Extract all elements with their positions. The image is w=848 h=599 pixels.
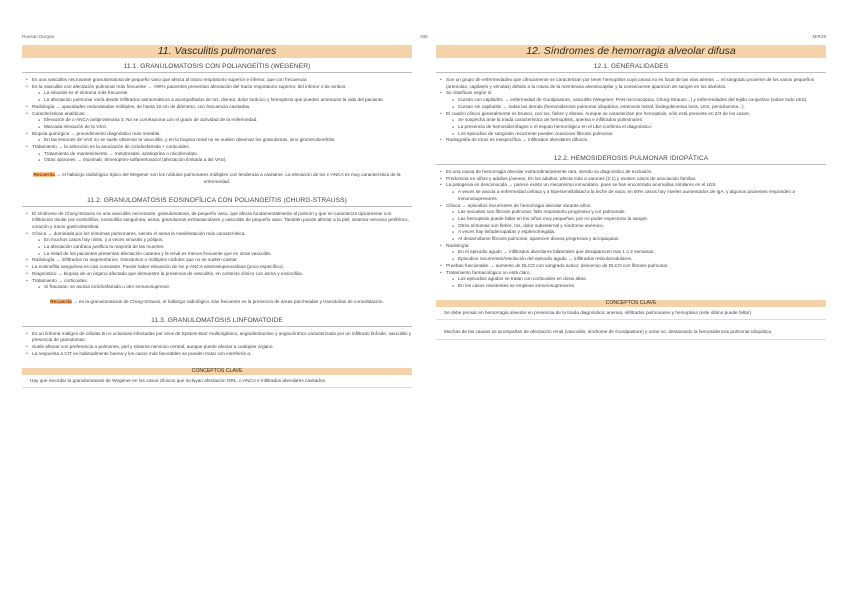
list-item: ● Si fracasan, se asocia ciclofosfamida u otro inmunosupresor. [44,284,412,291]
list-item: ● La afectación pulmonar varía desde infiltrados asintomáticos a acompañados de tos, disnea, dolor torácico y hemoptisis que pueden amenazar la vida del paciente. [44,97,412,104]
list-item: ● Las secuelas son fibrosis pulmonar, fallo respiratorio progresivo y cor pulmonale. [458,209,826,216]
recuerda-note: Recuerda → el hallazgo radiológico típico del Wegener son los nódulos pulmonares múltiples con tendencia a cavitarse. La elevación de los c-ANCA es muy característica de la enfermedad. [33,172,401,184]
list-item: • Son un grupo de enfermedades que clínicamente se caracterizan por tener hemoptisis cuya causa no es focal de las vías aéreas → el sangrado proviene de los vasos pequeños (arteriolas, capilares y vénulas) debido a la rotura de la membrana alveolocapilar y la consecuente aparición de sangre en los alvéolos. [446,77,826,90]
list-item: • El cuadro clínico generalmente es brusco, con tos, fiebre y disnea. Aunque se caracterizan por hemoptisis, sólo está presente en 2/3 de los casos. [446,111,826,118]
list-item: ● En las lesiones de VAS no se suele observar la vasculitis, y en la biopsia renal no se suelen observar los granulomas, sino glomerulonefritis. [44,137,412,144]
list-item: • Radiografía de tórax es inespecífica → infiltrados alveolares difusos. [446,137,826,144]
left-column [22,45,412,388]
section-list [22,77,412,164]
list-item: ● Al desarrollarse fibrosis pulmonar, aparecen disnea progresiva y acropaquias. [458,236,826,243]
key-concepts-title: CONCEPTOS CLAVE [22,368,412,375]
list-item: • Predomina en niños y adultos jóvenes. En los adultos, afecta más a varones (2:1) y existen casos de asociación familiar. [446,176,826,183]
list-item: • Tratamiento → la selección es la asociación de ciclofosfamida + corticoides. [32,144,412,151]
list-item: • Radiología: [446,243,826,250]
list-item: • Es un linfoma maligno de células B no oclusivas infectadas por virus de Epstein-Barr multiorgánico, angiodestructivo y angiocéntrico caracterizado por un infiltrado linfoide, vasculitis y presencia de granulomas. [32,331,412,344]
recuerda-label: Recuerda [50,298,72,304]
section-list [436,77,826,144]
chapter-title: 12. Síndromes de hemorragia alveolar difusa [436,45,826,58]
key-concepts-text: Muchas de las causas se acompañan de afectación renal (vasculitis, síndrome de Goodpasture) y otras no, destacando la hemosiderosis pulmonar idiopática. [436,326,826,340]
list-item: • La patogenia es desconocida → parece existir un mecanismo inmunitario, pues se han encontrado anomalías similares en el LES. [446,182,826,189]
list-item: ● La afectación cardíaca justifica la mayoría de las muertes. [44,244,412,251]
section-title: 12.2. HEMOSIDEROSIS PULMONAR IDIOPÁTICA [436,154,826,165]
list-item: ● Cursan con capilaritis → enfermedad de Goodpasture, vasculitis (Wegener, PAN microscópica, Churg-Strauss...) y enfermedades del tejido conjuntivo (sobre todo LES). [458,97,826,104]
list-item: • Es una causa de hemorragia alveolar extraordinariamente rara, siendo su diagnóstico de exclusión. [446,169,826,176]
list-item: • Pruebas funcionales → aumento de DLCO con sangrado activo; descenso de DLCO con fibrosis pulmonar. [446,263,826,270]
list-item: • Suele afectar con preferencia a pulmones, piel y sistema nervioso central, aunque puede afectar a cualquier órgano. [32,344,412,351]
list-item: ● Episodios recurrentes/resolución del episodio agudo → infiltrados reticulonodulares. [458,256,826,263]
header-author: Ruesan Durgan [22,34,55,39]
list-item: ● A veces hay linfadenopatías y esplenomegalia. [458,229,826,236]
recuerda-note: Recuerda → en la granulomatosis de Churg-Strauss, el hallazgo radiológico más frecuente es la presencia de áreas parcheadas y transitorias de consolidación. [50,298,384,304]
right-column [436,45,826,340]
section-title: 11.3. GRANULOMATOSIS LINFOMATOIDE [22,316,412,327]
section-title: 12.1. GENERALIDADES [436,62,826,73]
list-item: • La respuesta a CIT es habitualmente buena y los casos más favorables se pueden tratar con interferón α. [32,351,412,358]
list-item: • Características analíticas: [32,111,412,118]
list-item: • Se clasifican según si: [446,90,826,97]
list-item: ● Marcada elevación de la VSG. [44,124,412,131]
chapter-title: 11. Vasculitis pulmonares [22,45,412,58]
list-item: • El síndrome de Churg-Strauss es una vasculitis necrosante, granulomatosa, de pequeño vaso, que afecta fundamentalmente al pulmón y que se caracteriza típicamente con infiltración tisular por eosinófilos, eosinofilia sanguínea, asma, granulomas extravasculares y vasculitis de pequeño vaso. También puede afectar a la piel, sistema nervioso periférico, corazón y tracto gastrointestinal. [32,211,412,231]
list-item: ● La sinusitis es el síntoma más frecuente. [44,90,412,97]
section-title: 11.2. GRANULOMATOSIS EOSINOFÍLICA CON POLIANGEÍTIS (CHURG-STRAUSS) [22,196,412,207]
section-list [436,169,826,290]
list-item: • Es la vasculitis con afectación pulmonar más frecuente → >90% pacientes presentan afectación del tracto respiratorio superior, del inferior o de ambos. [32,84,412,91]
list-item: • Tratamiento → corticoides. [32,278,412,285]
page-header [22,34,826,44]
list-item: • La eosinofilia sanguínea es casi constante. Puede haber elevación de los p-ANCA antimieloperoxidasa (poco específico). [32,264,412,271]
list-item: ● Las hemoptisis puede faltar en los niños muy pequeños, por no poder expectorar la sangre. [458,216,826,223]
list-item: ● Se sospecha ante la triada característica de hemoptisis, anemia e infiltrados pulmonares. [458,117,826,124]
list-item: ● Elevación de c-ANCA antiproteinasa 3. No se correlaciona con el grado de actividad de la enfermedad. [44,117,412,124]
list-item: ● En los casos resistentes se emplean inmunosupresores. [458,283,826,290]
section-list [22,211,412,291]
key-concepts-text: Se debe pensar en hemorragia alveolar en presencia de la triada diagnóstica: anemia, infiltrados pulmonares y hemoptisis (este último puede faltar). [436,307,826,321]
list-item: • Tratamiento farmacológico no está claro. [446,270,826,277]
list-item: ● A veces se asocia a enfermedad celíaca y a hipersensibilidad a la leche de vaca; en 50% casos hay niveles aumentados de IgA, y algunos pacientes responden a inmunosupresores. [458,189,826,202]
list-item: ● Los episodios de sangrado recurrente pueden ocasionar fibrosis pulmonar. [458,131,826,138]
list-item: • Es una vasculitis necrosante granulomatosa de pequeño vaso que afecta al tracto respiratorio superior e inferior, que con frecuencia [32,77,412,84]
list-item: • Biopsia quirúrgica → procedimiento diagnóstico más rentable. [32,131,412,138]
list-item: ● En el episodio agudo → infiltrados alveolares bilaterales que desaparecen tras 1 o 2 semanas. [458,249,826,256]
section-list [22,331,412,358]
recuerda-label: Recuerda [33,172,55,178]
list-item: • Radiología → infiltrados no segmentarios, transitorios o múltiples nódulos que no se suelen cavitar. [32,257,412,264]
list-item: ● Los episodios agudos se tratan con corticoides en dosis altas. [458,276,826,283]
list-item: ● La presencia de hemosiderófagos o el esputo hemorrágico en el LBA confirma el diagnóstico. [458,124,826,131]
list-item: • Radiología → opacidades redondeadas múltiples, de hasta 10 cm de diámetro, con frecuencia cavitadas. [32,104,412,111]
list-item: ● En muchos casos hay rinitis, y a veces sinusitis y pólipos. [44,237,412,244]
list-item: ● Otras opciones → rituximab, trimetoprim-sulfametoxazol (afectación limitada a las VAS). [44,157,412,164]
list-item: • Clínica → dominada por los síntomas pulmonares, siendo el asma la manifestación más característica. [32,231,412,238]
header-code: MIR25 [812,34,826,39]
list-item: ● Cursan sin capilaritis → todas las demás (hemosiderosis pulmonar idiopática, estenosis mitral, lindegobinemia tosis, LES, penicilamina...). [458,104,826,111]
list-item: ● Otros síntomas son fiebre, tos, dolor subesternal y síndrome anémico. [458,223,826,230]
list-item: • Clínica → episodios recurrentes de hemorragia alveolar durante años. [446,203,826,210]
section-title: 11.1. GRANULOMATOSIS CON POLIANGEÍTIS (WEGENER) [22,62,412,73]
list-item: • Diagnóstico → biopsia de un órgano afectado que demuestre la presencia de vasculitis, en contexto clínico con asma y eosinofilia. [32,271,412,278]
list-item: ● La mitad de los pacientes presentan afectación cutánea y la renal es menos frecuente que en otras vasculitis. [44,251,412,258]
key-concepts-text: Hay que recordar la granulomatosis de Wegener en los casos clínicos que incluyan afectación ORL, c-ANCA e infiltrados alveolares cavitados. [22,375,412,389]
list-item: ● Tratamiento de mantenimiento → metotrexato, azatioprina o micofenolato. [44,151,412,158]
key-concepts-title: CONCEPTOS CLAVE [436,300,826,307]
header-center: NM [420,34,428,39]
